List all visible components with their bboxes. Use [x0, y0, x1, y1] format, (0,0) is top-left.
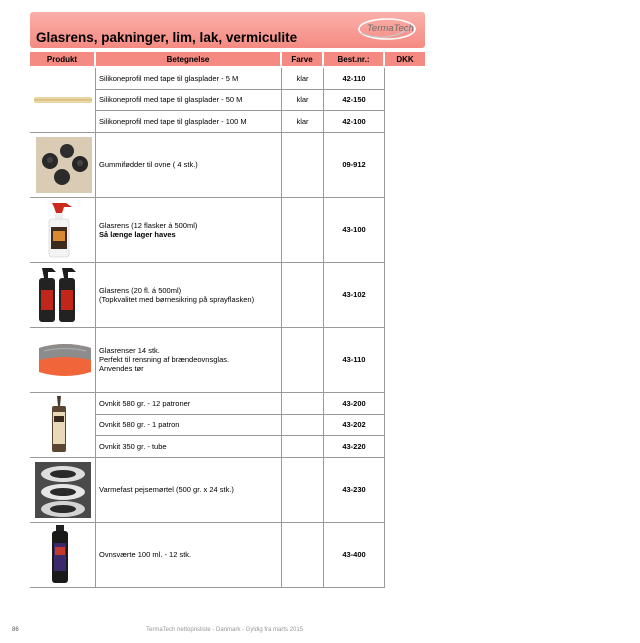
product-description — [96, 392, 281, 414]
description-line: Anvendes tør — [99, 364, 144, 373]
product-order-number: 43-400 — [342, 550, 366, 559]
mortar-tubs-image — [35, 462, 91, 518]
product-order-number: 43-220 — [342, 441, 366, 451]
product-description — [96, 262, 281, 327]
product-color: klar — [296, 116, 309, 126]
description-line: Ovnsværte 100 ml. - 12 stk. — [99, 550, 192, 559]
product-description — [96, 522, 281, 587]
description-line: Ovnkit 580 gr. - 12 patroner — [99, 398, 191, 408]
product-color — [282, 435, 323, 457]
product-color — [282, 522, 323, 587]
product-color — [282, 197, 323, 262]
description-line: (Topkvalitet med børnesikring på sprayflasken) — [99, 294, 255, 304]
product-description — [96, 68, 281, 89]
description-line: Glasrens (12 flasker á 500ml) — [99, 220, 198, 230]
product-color: klar — [296, 74, 309, 83]
description-line: Ovnkit 350 gr. - tube — [99, 441, 167, 451]
footer-text: TermaTech nettoprisliste - Danmark - Gyldig fra marts 2015 — [146, 627, 304, 633]
page-number: 86 — [12, 627, 19, 633]
oven-kit-cartridge-image — [46, 396, 72, 454]
description-line: Silikoneprofil med tape til glasplader - 100 M — [99, 116, 247, 126]
product-description — [96, 89, 281, 110]
product-color — [282, 262, 323, 327]
logo-text: TermaTech — [367, 23, 414, 34]
column-header-bestnr: Best.nr.: — [324, 52, 383, 66]
column-header-produkt: Produkt — [30, 52, 94, 66]
product-description — [96, 327, 281, 392]
description-line: Silikoneprofil med tape til glasplader - 5 M — [99, 74, 239, 83]
glass-cleaner-bottles-image — [34, 266, 82, 324]
product-description — [96, 435, 281, 457]
glass-cleaner-bottle-image — [38, 201, 78, 259]
rubber-feet-image — [36, 137, 92, 193]
stove-black-bottle-image — [48, 525, 72, 585]
product-color — [282, 457, 323, 522]
column-header-dkk: DKK — [385, 52, 425, 66]
product-order-number: 43-230 — [342, 485, 366, 494]
product-order-number: 09-912 — [342, 160, 366, 169]
product-order-number: 42-110 — [342, 74, 366, 83]
product-order-number: 43-110 — [342, 355, 366, 364]
product-description — [96, 110, 281, 132]
product-description — [96, 414, 281, 435]
description-line: Så længe lager haves — [99, 229, 176, 239]
section-header — [30, 12, 425, 48]
description-line: Silikoneprofil med tape til glasplader - 50 M — [99, 95, 243, 104]
product-order-number: 43-202 — [342, 420, 366, 429]
product-description — [96, 457, 281, 522]
product-order-number: 43-100 — [342, 225, 366, 234]
product-order-number: 43-200 — [342, 398, 366, 408]
description-line: Ovnkit 580 gr. - 1 patron — [99, 420, 180, 429]
product-order-number: 42-150 — [342, 95, 366, 104]
product-color — [282, 414, 323, 435]
product-color — [282, 327, 323, 392]
description-line: Perfekt til rensning af brændeovnsglas. — [99, 355, 230, 364]
silicone-profile-image — [34, 96, 92, 104]
product-description — [96, 132, 281, 197]
grid-line — [30, 587, 384, 588]
page-title: Glasrens, pakninger, lim, lak, vermiculite — [36, 30, 298, 45]
product-description — [96, 197, 281, 262]
description-line: Varmefast pejsemørtel (500 gr. x 24 stk.) — [99, 485, 234, 494]
product-order-number: 43-102 — [342, 290, 366, 299]
description-line: Glasrens (20 fl. á 500ml) — [99, 285, 182, 295]
grid-line — [384, 68, 385, 588]
description-line: Gummifødder til ovne ( 4 stk.) — [99, 160, 198, 169]
product-order-number: 42-100 — [342, 116, 366, 126]
column-header-betegnelse: Betegnelse — [96, 52, 280, 66]
product-color — [282, 392, 323, 414]
description-line: Glasrenser 14 stk. — [99, 346, 160, 355]
product-color: klar — [296, 95, 309, 104]
termatech-logo — [357, 16, 417, 42]
product-color — [282, 132, 323, 197]
column-header-farve: Farve — [282, 52, 322, 66]
glass-sponge-image — [36, 342, 94, 378]
